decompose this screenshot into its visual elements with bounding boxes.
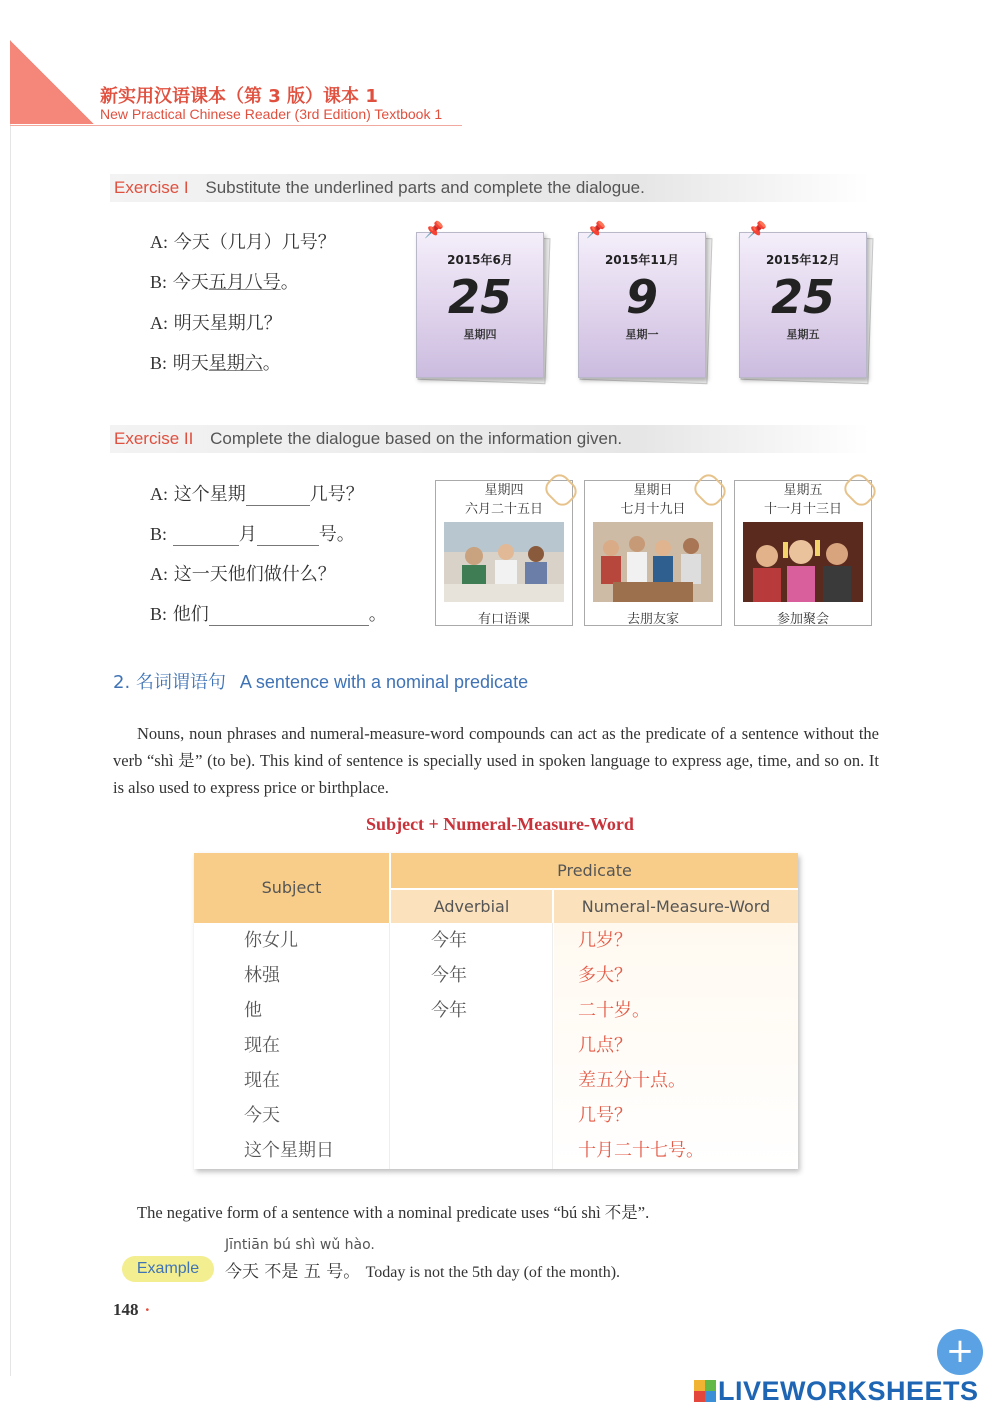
table-row: 这个星期日 十月二十七号。: [244, 1140, 704, 1161]
info-card-3: 星期五 十一月十三日 参加聚会: [734, 480, 872, 626]
calendar-3: 2015年12月 25 星期五 📌: [739, 232, 869, 372]
ex2-line-2: B: 月 号。: [150, 524, 355, 545]
underlined-part: 五月八号: [208, 272, 281, 293]
ex2-line-3: A: 这一天他们做什么？: [150, 564, 336, 585]
ex1-line-1: A: 今天（几月）几号？: [150, 232, 336, 253]
logo-grid-icon: [694, 1380, 716, 1402]
table-row: 他 今年 二十岁。: [244, 1000, 650, 1021]
book-title-chinese: 新实用汉语课本（第 3 版）课本 1: [100, 86, 378, 107]
pushpin-icon: 📌: [424, 220, 444, 239]
example-english: Today is not the 5th day (of the month).: [365, 1264, 621, 1281]
exercise-1-instruction: Substitute the underlined parts and complete the dialogue.: [205, 178, 645, 197]
calendar-2: 2015年11月 9 星期一 📌: [578, 232, 708, 372]
ex2-line-1: A: 这个星期 几号？: [150, 484, 364, 505]
example-sentence: [225, 1257, 620, 1282]
photo-party: [743, 522, 863, 602]
ex2-line-4: B: 他们 。: [150, 604, 387, 625]
table-row: 今天 几号？: [244, 1105, 632, 1126]
ex1-line-2: B: 今天五月八号。: [150, 272, 299, 293]
header-numeral-measure-word: Numeral-Measure-Word: [554, 890, 798, 923]
add-button[interactable]: [937, 1329, 983, 1375]
title-divider: [10, 125, 462, 126]
exercise-2-label: Exercise II: [114, 429, 194, 448]
table-row: 现在 几点？: [244, 1035, 632, 1056]
section-title-english: A sentence with a nominal predicate: [239, 672, 529, 692]
example-pinyin: Jīntiān bú shì wǔ hào.: [225, 1237, 375, 1253]
section-title-chinese: 2. 名词谓语句: [113, 672, 226, 693]
example-chinese: 今天 不是 五 号。: [225, 1262, 361, 1282]
grammar-table: [194, 853, 798, 1169]
header-predicate: Predicate: [391, 853, 798, 888]
table-row: 现在 差五分十点。: [244, 1070, 686, 1091]
header-adverbial: Adverbial: [391, 890, 552, 923]
answer-blank[interactable]: [257, 525, 319, 546]
section-heading: [113, 668, 528, 694]
liveworksheets-logo: LIVEWORKSHEETS: [694, 1376, 979, 1406]
answer-blank[interactable]: [209, 605, 369, 626]
ex1-line-4: B: 明天星期六。: [150, 353, 281, 374]
book-title-english: New Practical Chinese Reader (3rd Edition) Textbook 1: [100, 106, 443, 122]
answer-blank[interactable]: [173, 525, 239, 546]
table-row: 林强 今年 多大？: [244, 965, 632, 986]
exercise-2-instruction: Complete the dialogue based on the information given.: [210, 429, 623, 448]
exercise-2-header: [110, 425, 870, 453]
example-label: Example: [122, 1256, 214, 1282]
calendar-1: 2015年6月 25 星期四 📌: [416, 232, 546, 372]
exercise-1-label: Exercise I: [114, 178, 189, 197]
pushpin-icon: 📌: [747, 220, 767, 239]
answer-blank[interactable]: [246, 485, 310, 506]
info-card-1: 星期四 六月二十五日 有口语课: [435, 480, 573, 626]
underlined-part: 星期六: [208, 353, 263, 374]
ex1-line-3: A: 明天星期几？: [150, 313, 282, 334]
table-row: 你女儿 今年 几岁？: [244, 930, 632, 951]
photo-friends: [593, 522, 713, 602]
corner-decoration: [10, 40, 94, 124]
negative-form-note: The negative form of a sentence with a nominal predicate uses “bú shì 不是”.: [137, 1203, 650, 1222]
page-number: 148 ·: [113, 1300, 151, 1319]
grammar-explanation: Nouns, noun phrases and numeral-measure-word compounds can act as the predicate of a sentence without the verb “shì 是” (to be). This kind of sentence is specially used in spoken language to express age, time, and so on. It is also used to express price or birthplace.: [113, 724, 879, 797]
exercise-1-header: [110, 174, 870, 202]
plus-icon: +: [945, 1331, 975, 1371]
pushpin-icon: 📌: [586, 220, 606, 239]
pattern-title: Subject + Numeral-Measure-Word: [366, 814, 634, 834]
photo-classroom: [444, 522, 564, 602]
info-card-2: 星期日 七月十九日 去朋友家: [584, 480, 722, 626]
header-subject: Subject: [194, 853, 389, 923]
